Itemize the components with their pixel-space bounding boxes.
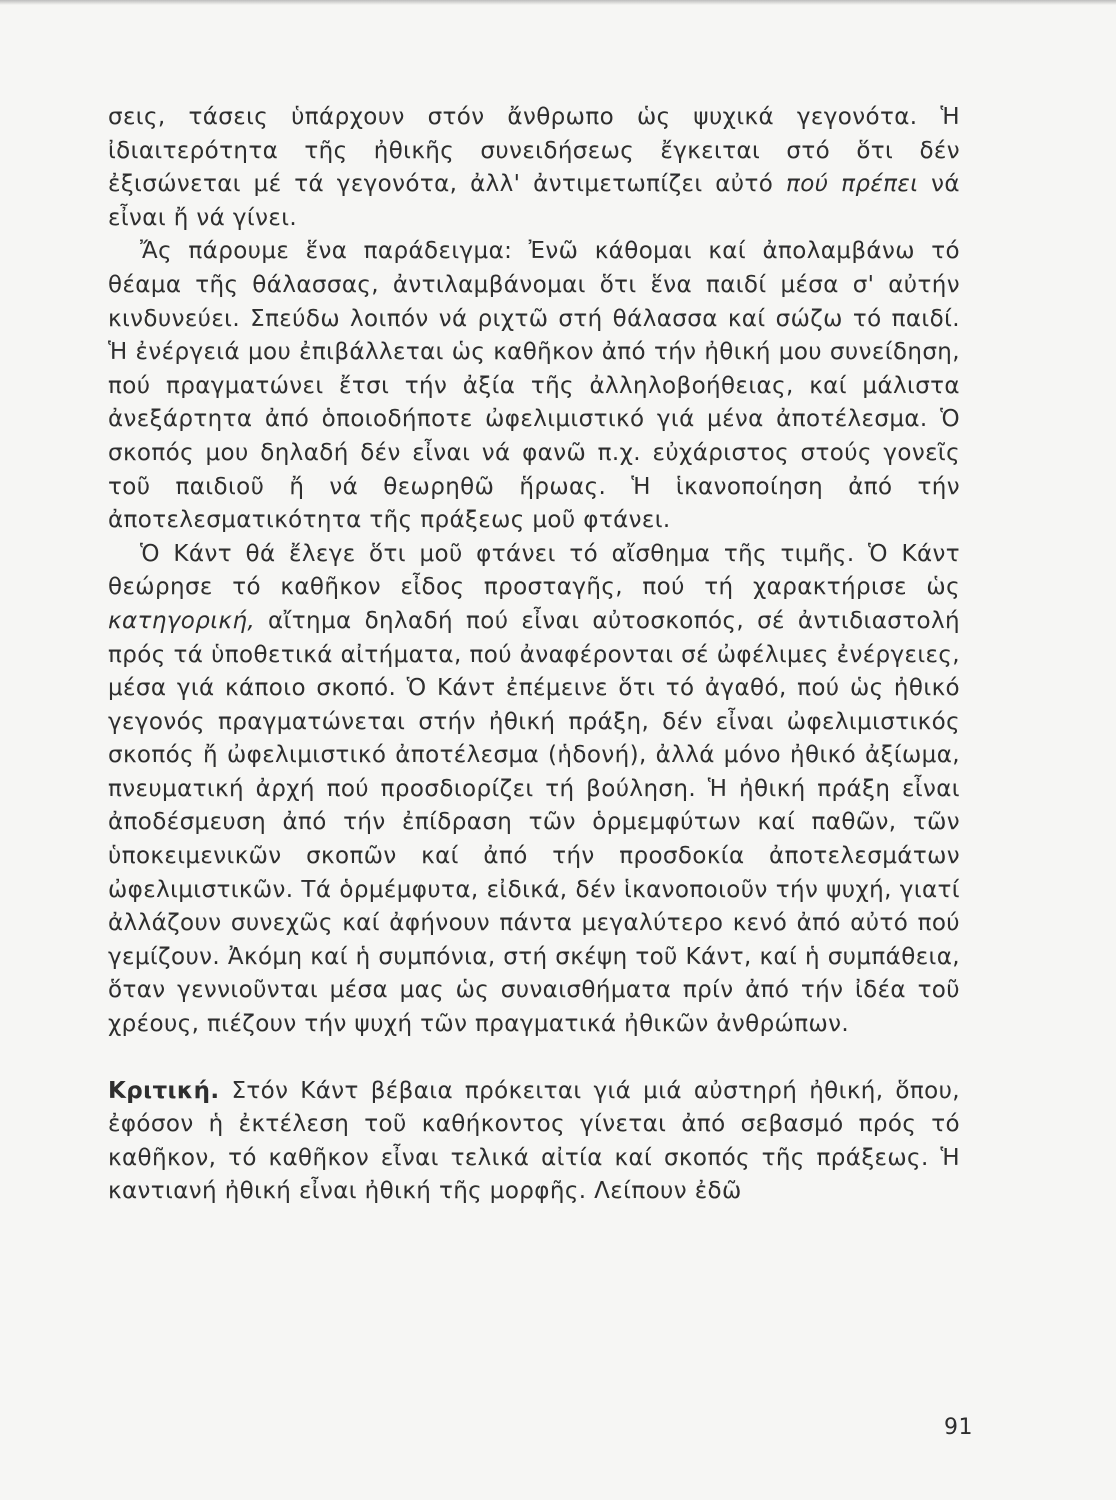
page-number: 91 [944,1415,973,1440]
paragraph-3-text-b: αἴτημα δηλαδή πού εἶναι αὐτοσκοπός, σέ ἀντιδιαστολή πρός τά ὑποθετικά αἰτήματα, πού ἀναφέρονται σέ ὠφέλιμες ἐνέργειες, μέσα γιά κάποιο σκοπό. Ὁ Κάντ ἐπέμεινε ὅτι τό ἀγαθό, πού ὡς ἠθικό γεγονός πραγματώνεται στήν ἠθική πράξη, δέν εἶναι ὠφελιμιστικός σκοπός ἤ ὠφελιμιστικό ἀποτέλεσμα (ἡδονή), ἀλλά μόνο ἠθικό ἀξίωμα, πνευματική ἀρχή πού προσδιορίζει τή βούληση. Ἡ ἠθική πράξη εἶναι ἀποδέσμευση ἀπό τήν ἐπίδραση τῶν ὁρμεμφύτων καί παθῶν, τῶν ὑποκειμενικῶν σκοπῶν καί ἀπό τήν προσδοκία ἀποτελεσμάτων ὠφελιμιστικῶν. Τά ὁρμέμφυτα, εἰδικά, δέν ἱκανοποιοῦν τήν ψυχή, γιατί ἀλλάζουν συνεχῶς καί ἀφήνουν πάντα μεγαλύτερο κενό ἀπό αὐτό πού γεμίζουν. Ἀκόμη καί ἡ συμπόνια, στή σκέψη τοῦ Κάντ, καί ἡ συμπάθεια, ὅταν γεννιοῦνται μέσα μας ὡς συναισθήματα πρίν ἀπό τήν ἰδέα τοῦ χρέους, πιέζουν τήν ψυχή τῶν πραγματικά ἠθικῶν ἀνθρώπων. [108,607,960,1038]
paragraph-1-italic: πού πρέπει [785,171,919,198]
paragraph-1-text-a: σεις, τάσεις ὑπάρχουν στόν ἄνθρωπο ὡς ψυχικά γεγονότα. Ἡ ἰδιαιτερότητα τῆς ἠθικῆς συνειδήσεως ἔγκειται στό ὅτι δέν ἐξισώνεται μέ τά γεγονότα, ἀλλ' ἀντιμετωπίζει αὐτό [108,104,960,198]
page-edge-shadow [0,0,1116,5]
paragraph-1 [108,101,960,235]
body-text [108,101,960,1209]
paragraph-1-text-b: νά εἶναι ἤ νά γίνει. [108,171,960,231]
paragraph-4-text: Στόν Κάντ βέβαια πρόκειται γιά μιά αὐστηρή ἠθική, ὅπου, ἐφόσον ἡ ἐκτέλεση τοῦ καθήκοντος γίνεται ἀπό σεβασμό πρός τό καθῆκον, τό καθῆκον εἶναι τελικά αἰτία καί σκοπός τῆς πράξεως. Ἡ καντιανή ἠθική εἶναι ἠθική τῆς μορφῆς. Λείπουν ἐδῶ [108,1077,960,1205]
critique-heading: Κριτική. [108,1077,220,1104]
paragraph-4 [108,1075,960,1209]
paragraph-2: Ἄς πάρουμε ἕνα παράδειγμα: Ἐνῶ κάθομαι καί ἀπολαμβάνω τό θέαμα τῆς θάλασσας, ἀντιλαμβάνομαι ὅτι ἕνα παιδί μέσα σ' αὐτήν κινδυνεύει. Σπεύδω λοιπόν νά ριχτῶ στή θάλασσα καί σώζω τό παιδί. Ἡ ἐνέργειά μου ἐπιβάλλεται ὡς καθῆκον ἀπό τήν ἠθική μου συνείδηση, πού πραγματώνει ἔτσι τήν ἀξία τῆς ἀλληλοβοήθειας, καί μάλιστα ἀνεξάρτητα ἀπό ὁποιοδήποτε ὠφελιμιστικό γιά μένα ἀποτέλεσμα. Ὁ σκοπός μου δηλαδή δέν εἶναι νά φανῶ π.χ. εὐχάριστος στούς γονεῖς τοῦ παιδιοῦ ἤ νά θεωρηθῶ ἥρωας. Ἡ ἱκανοποίηση ἀπό τήν ἀποτελεσματικότητα τῆς πράξεως μοῦ φτάνει. [108,238,960,534]
paragraph-3-text-a: Ὁ Κάντ θά ἔλεγε ὅτι μοῦ φτάνει τό αἴσθημα τῆς τιμῆς. Ὁ Κάντ θεώρησε τό καθῆκον εἶδος προσταγῆς, πού τή χαρακτήρισε ὡς [108,540,960,601]
paragraph-3 [108,538,960,1042]
paragraph-3-italic: κατηγορική, [108,607,256,634]
